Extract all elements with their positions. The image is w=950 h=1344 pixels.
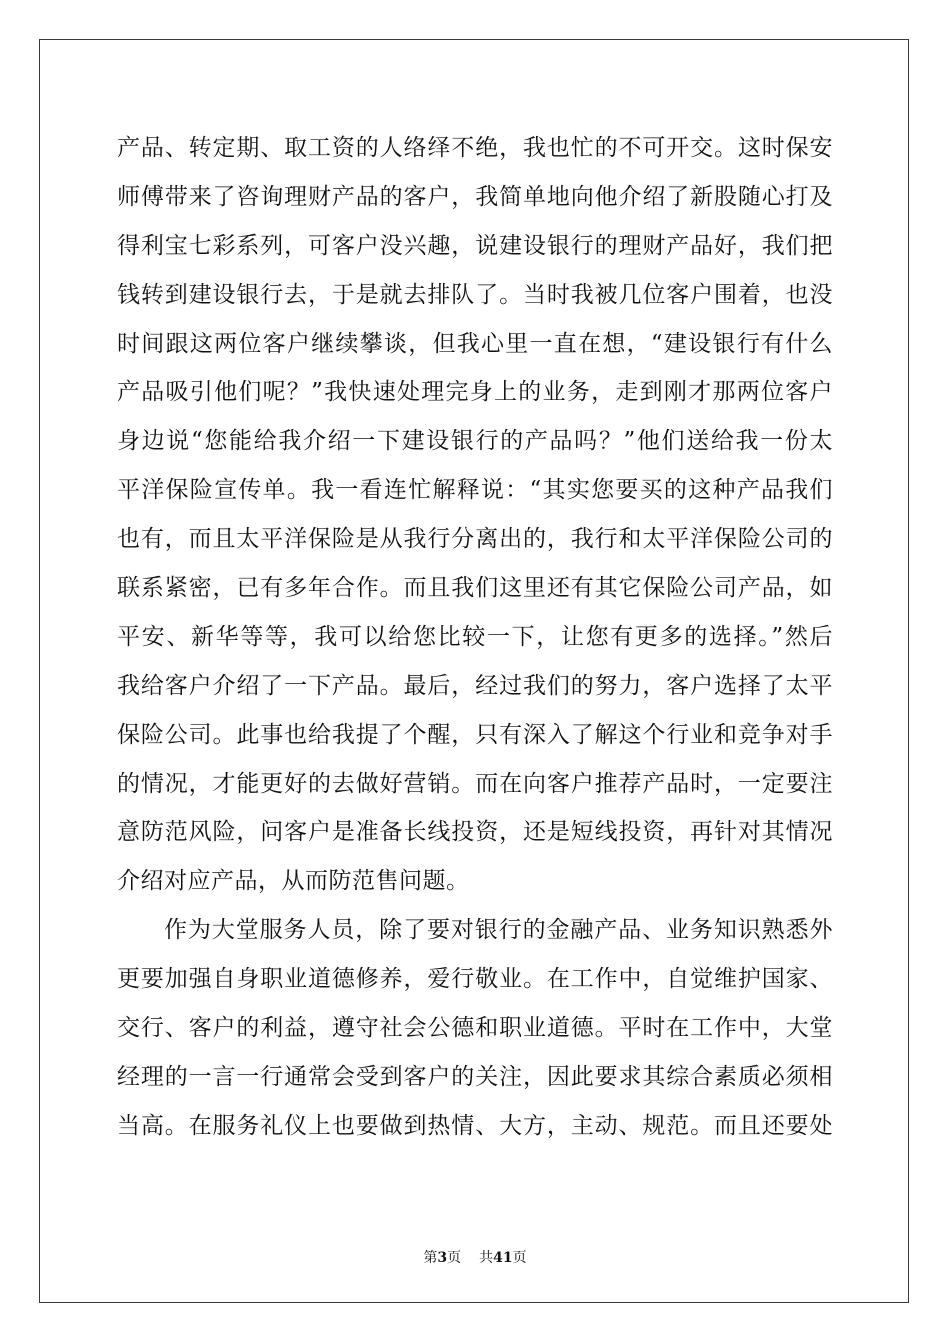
text-line: 时间跟这两位客户继续攀谈，但我心里一直在想，“建设银行有什么 xyxy=(117,330,833,357)
text-line: 保险公司。此事也给我提了个醒，只有深入了解这个行业和竞争对手 xyxy=(117,721,833,748)
text-line: 联系紧密，已有多年合作。而且我们这里还有其它保险公司产品，如 xyxy=(117,575,833,602)
total-pages: 41 xyxy=(493,1250,513,1266)
text-line: 产品、转定期、取工资的人络绎不绝，我也忙的不可开交。这时保安 xyxy=(117,135,833,161)
text-line: 交行、客户的利益，遵守社会公德和职业道德。平时在工作中，大堂 xyxy=(117,1015,833,1042)
text-line: 也有，而且太平洋保险是从我行分离出的，我行和太平洋保险公司的 xyxy=(117,526,833,553)
total-suffix: 页 xyxy=(512,1250,527,1266)
text-line: 意防范风险，问客户是准备长线投资，还是短线投资，再针对其情况 xyxy=(117,819,833,846)
text-line: 平洋保险宣传单。我一看连忙解释说：“其实您要买的这种产品我们 xyxy=(117,477,833,504)
text-line: 身边说“您能给我介绍一下建设银行的产品吗？”他们送给我一份太 xyxy=(117,428,833,455)
text-line: 得利宝七彩系列，可客户没兴趣，说建设银行的理财产品好，我们把 xyxy=(117,232,833,259)
page-footer xyxy=(0,1247,950,1267)
page-prefix: 第 xyxy=(423,1250,438,1266)
text-line: 产品吸引他们呢？”我快速处理完身上的业务，走到刚才那两位客户 xyxy=(117,379,833,406)
text-line: 的情况，才能更好的去做好营销。而在向客户推荐产品时，一定要注 xyxy=(117,770,833,797)
text-line: 当高。在服务礼仪上也要做到热情、大方，主动、规范。而且还要处 xyxy=(117,1112,833,1139)
text-line: 平安、新华等等，我可以给您比较一下，让您有更多的选择。”然后 xyxy=(117,623,833,650)
text-line: 经理的一言一行通常会受到客户的关注，因此要求其综合素质必须相 xyxy=(117,1063,833,1090)
page-number: 3 xyxy=(437,1250,448,1266)
text-line: 师傅带来了咨询理财产品的客户，我简单地向他介绍了新股随心打及 xyxy=(117,183,833,210)
document-body xyxy=(117,124,833,1151)
text-line: 更要加强自身职业道德修养，爱行敬业。在工作中，自觉维护国家、 xyxy=(117,966,833,993)
text-line: 我给客户介绍了一下产品。最后，经过我们的努力，客户选择了太平 xyxy=(117,672,833,699)
total-prefix: 共 xyxy=(479,1250,494,1266)
paragraph-first-line: 作为大堂服务人员，除了要对银行的金融产品、业务知识熟悉外 xyxy=(164,917,833,944)
text-line: 钱转到建设银行去，于是就去排队了。当时我被几位客户围着，也没 xyxy=(117,281,833,308)
page-suffix: 页 xyxy=(447,1250,462,1266)
text-line: 介绍对应产品，从而防范售问题。 xyxy=(117,868,470,895)
